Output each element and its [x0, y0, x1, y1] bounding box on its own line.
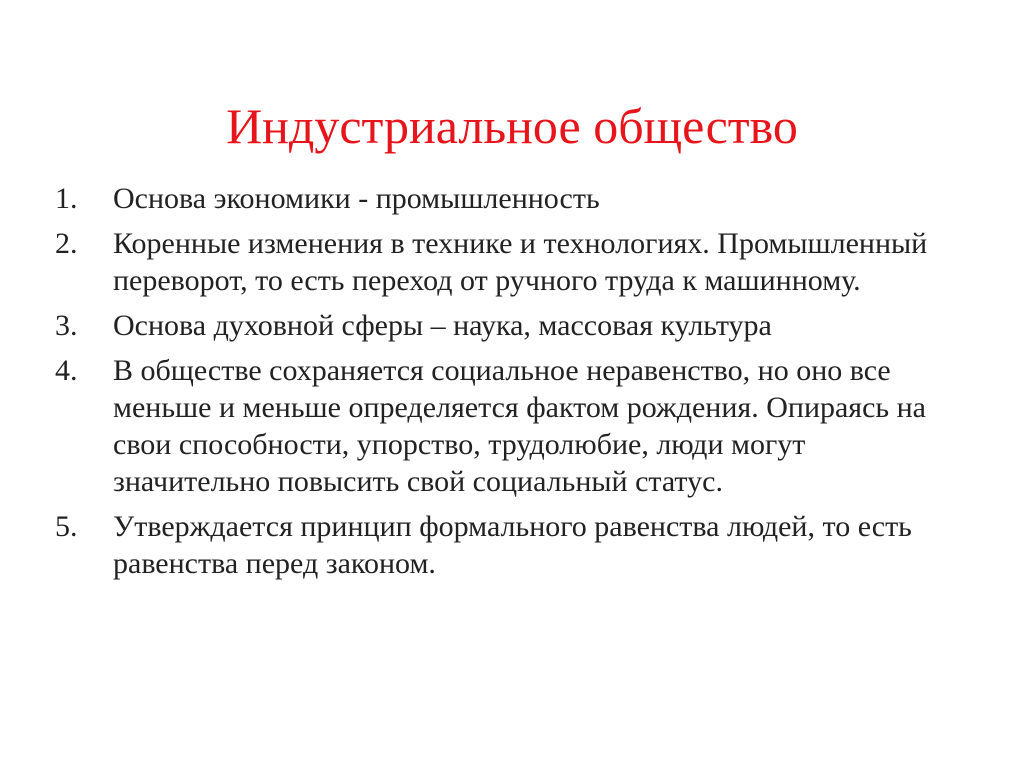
list-item-number: 3.: [55, 309, 78, 342]
list-item-number: 4.: [55, 354, 78, 387]
list-item: [55, 352, 955, 500]
list-item-number: 1.: [55, 182, 78, 215]
list-item-text: Коренные изменения в технике и технологиях. Промышленный переворот, то есть переход от ручного труда к машинному.: [113, 227, 928, 297]
list-item: [55, 307, 955, 344]
list-item: [55, 180, 955, 217]
list-item-number: 5.: [55, 510, 78, 543]
list-item-text: Основа духовной сферы – наука, массовая культура: [113, 309, 772, 342]
numbered-list: [55, 180, 955, 590]
list-item-text: В обществе сохраняется социальное неравенство, но оно все меньше и меньше определяется фактом рождения. Опираясь на свои способности, упорство, трудолюбие, люди могут значительно повысить свой социальный статус.: [113, 354, 926, 498]
list-item-number: 2.: [55, 227, 78, 260]
list-item-text: Утверждается принцип формального равенства людей, то есть равенства перед законом.: [113, 510, 912, 580]
list-item: [55, 225, 955, 299]
slide-title: Индустриальное общество: [226, 97, 798, 154]
list-item-text: Основа экономики - промышленность: [113, 182, 600, 215]
list-item: [55, 508, 955, 582]
